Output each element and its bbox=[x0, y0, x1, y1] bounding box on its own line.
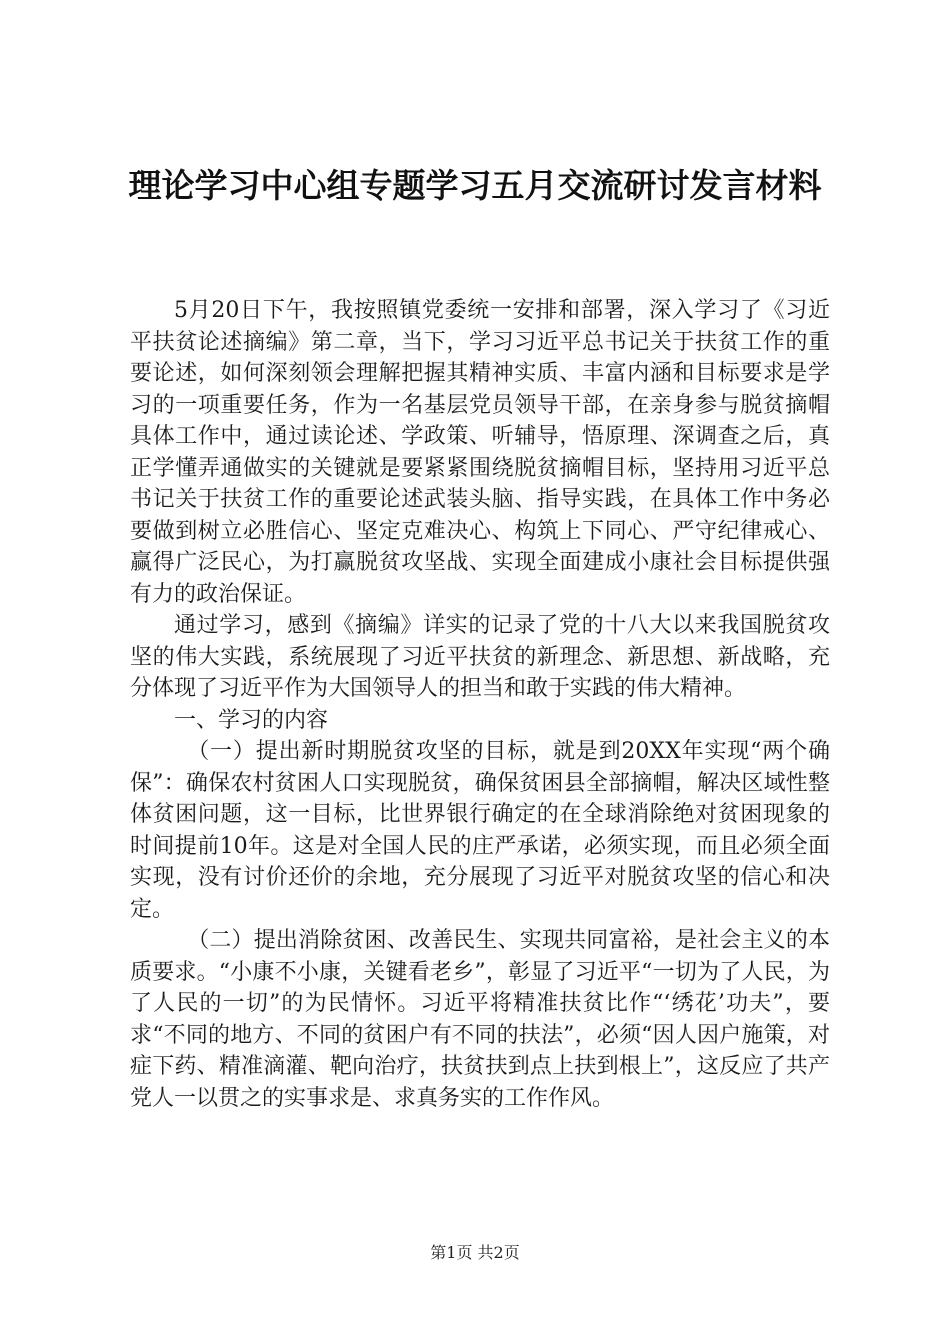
section-heading-learning-content: 一、学习的内容 bbox=[174, 707, 329, 733]
paragraph-reflection: 通过学习，感到《摘编》详实的记录了党的十八大以来我国脱贫攻坚的伟大实践，系统展现了习近平扶贫的新理念、新思想、新战略，充分体现了习近平作为大国领导人的担当和敢于实践的伟大精神。 bbox=[130, 613, 830, 701]
paragraph-point-two: （二）提出消除贫困、改善民生、实现共同富裕，是社会主义的本质要求。“小康不小康，关键看老乡”，彰显了习近平“一切为了人民，为了人民的一切”的为民情怀。习近平将精准扶贫比作“‘绣花’功夫”，要求“不同的地方、不同的贫困户有不同的扶法”，必须“因人因户施策，对症下药、精准滴灌、靶向治疗，扶贫扶到点上扶到根上”，这反应了共产党人一以贯之的实事求是、求真务实的工作作风。 bbox=[130, 928, 830, 1111]
document-body bbox=[130, 295, 830, 1114]
document-title: 理论学习中心组专题学习五月交流研讨发言材料 bbox=[128, 166, 822, 205]
paragraph-point-one: （一）提出新时期脱贫攻坚的目标，就是到20XX年实现“两个确保”：确保农村贫困人口实现脱贫，确保贫困县全部摘帽，解决区域性整体贫困问题，这一目标，比世界银行确定的在全球消除绝对贫困现象的时间提前10年。这是对全国人民的庄严承诺，必须实现，而且必须全面实现，没有讨价还价的余地，充分展现了习近平对脱贫攻坚的信心和决定。 bbox=[130, 739, 830, 922]
page-number-footer: 第1页 共2页 bbox=[430, 1243, 520, 1262]
paragraph-intro: 5月20日下午，我按照镇党委统一安排和部署，深入学习了《习近平扶贫论述摘编》第二章，当下，学习习近平总书记关于扶贫工作的重要论述，如何深刻领会理解把握其精神实质、丰富内涵和目标要求是学习的一项重要任务，作为一名基层党员领导干部，在亲身参与脱贫摘帽具体工作中，通过读论述、学政策、听辅导，悟原理、深调查之后，真正学懂弄通做实的关键就是要紧紧围绕脱贫摘帽目标，坚持用习近平总书记关于扶贫工作的重要论述武装头脑、指导实践，在具体工作中务必要做到树立必胜信心、坚定克难决心、构筑上下同心、严守纪律戒心、赢得广泛民心，为打赢脱贫攻坚战、实现全面建成小康社会目标提供强有力的政治保证。 bbox=[130, 298, 830, 607]
